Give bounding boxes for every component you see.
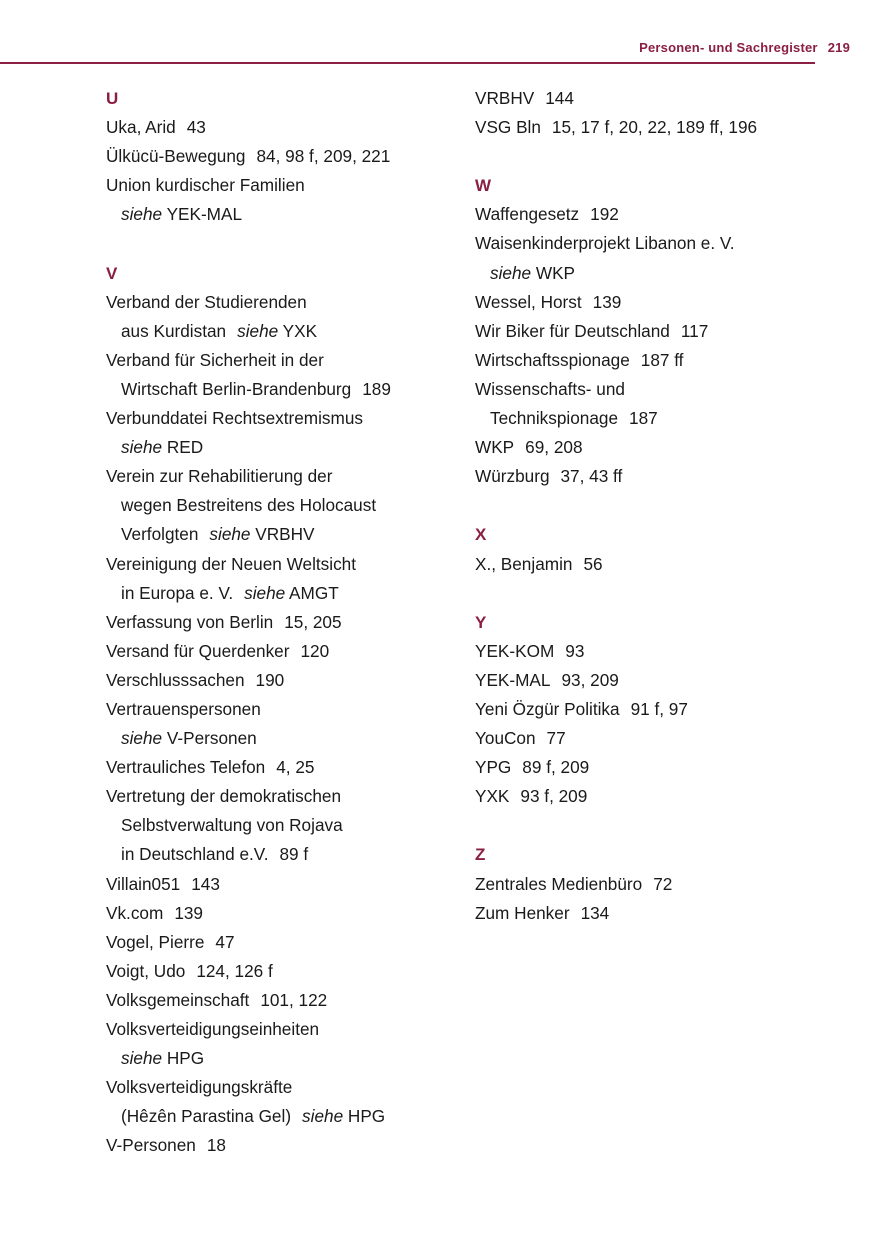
index-entry	[106, 928, 456, 957]
index-entry	[106, 870, 456, 899]
entry-term	[475, 899, 855, 928]
term-text: wegen Bestreitens des Holocaust	[121, 495, 377, 516]
term-text: Verband der Studierenden	[106, 291, 307, 312]
cross-reference	[121, 204, 242, 224]
entry-continuation	[106, 200, 456, 229]
page-refs: 47	[215, 931, 235, 952]
entry-term	[475, 753, 855, 782]
term-text: Vertrauenspersonen	[106, 698, 261, 719]
term-text: Union kurdischer Familien	[106, 175, 305, 196]
index-entry	[475, 200, 855, 229]
index-entry	[475, 753, 855, 782]
term-text: Vereinigung der Neuen Weltsicht	[106, 553, 357, 574]
index-entry	[106, 142, 456, 171]
entry-continuation	[106, 840, 456, 869]
page-refs: 187 ff	[640, 349, 684, 370]
entry-term	[106, 899, 456, 928]
group-spacer	[475, 811, 855, 840]
entry-continuation	[106, 433, 456, 462]
term-text: Verfassung von Berlin	[106, 611, 274, 632]
entry-continuation	[106, 1102, 456, 1131]
entry-term	[475, 870, 855, 899]
entry-continuation	[475, 404, 855, 433]
entry-term	[106, 928, 456, 957]
term-text: Waffengesetz	[475, 204, 580, 225]
term-text: Wir Biker für Deutschland	[475, 320, 670, 341]
entry-continuation	[106, 520, 456, 549]
index-entry	[106, 753, 456, 782]
term-text: Vertretung der demokratischen	[106, 786, 342, 807]
entry-continuation	[475, 259, 855, 288]
entry-continuation	[106, 1044, 456, 1073]
see-word: siehe	[121, 204, 163, 225]
page-refs: 15, 17 f, 20, 22, 189 ff, 196	[551, 117, 758, 138]
index-entry	[475, 288, 855, 317]
cross-reference	[209, 524, 314, 544]
section-letter: X	[475, 525, 487, 545]
see-word: siehe	[121, 728, 163, 749]
term-text: Technikspionage	[490, 408, 619, 429]
term-text: Waisenkinderprojekt Libanon e. V.	[475, 233, 735, 254]
page-refs: 77	[546, 728, 566, 749]
group-spacer	[475, 491, 855, 520]
term-text: in Deutschland e.V.	[121, 844, 269, 865]
entry-term	[106, 870, 456, 899]
entry-term	[106, 288, 456, 317]
page-refs: 37, 43 ff	[560, 466, 623, 487]
term-text: Volksverteidigungskräfte	[106, 1077, 293, 1098]
term-text: YEK-KOM	[475, 640, 555, 661]
term-text: Würzburg	[475, 466, 550, 487]
term-text: Yeni Özgür Politika	[475, 698, 620, 719]
entry-term	[106, 782, 456, 811]
term-text: YPG	[475, 757, 512, 778]
page-refs: 43	[186, 117, 206, 138]
index-entry	[475, 899, 855, 928]
index-entry	[106, 666, 456, 695]
entry-term	[106, 171, 456, 200]
term-text: in Europa e. V.	[121, 582, 234, 603]
page-refs: 190	[255, 669, 285, 690]
term-text: WKP	[475, 437, 515, 458]
page-refs: 89 f	[279, 844, 309, 865]
page-refs: 93	[565, 640, 585, 661]
section-letter: Y	[475, 612, 487, 632]
index-entry	[106, 608, 456, 637]
entry-continuation	[106, 811, 456, 840]
page-refs: 144	[545, 88, 574, 108]
index-entry	[106, 404, 456, 462]
term-text: YEK-MAL	[475, 669, 551, 690]
cross-reference	[490, 263, 575, 283]
term-text: Wirtschaftsspionage	[475, 349, 630, 370]
see-word: siehe	[237, 320, 279, 341]
page-refs: 101, 122	[260, 989, 328, 1010]
page-refs: 84, 98 f, 209, 221	[256, 146, 391, 167]
term-text: Wissenschafts- und	[475, 378, 625, 399]
see-word: siehe	[302, 1106, 344, 1127]
term-text: Verschlusssachen	[106, 669, 245, 690]
see-word: siehe	[244, 582, 286, 603]
index-entry	[106, 346, 456, 404]
term-text: Ülkücü-Bewegung	[106, 146, 246, 167]
entry-term	[106, 986, 456, 1015]
entry-term	[475, 782, 855, 811]
entry-term	[475, 695, 855, 724]
section-letter: V	[106, 263, 118, 283]
see-target: RED	[166, 437, 204, 458]
page-refs: 4, 25	[276, 757, 315, 778]
entry-term	[475, 724, 855, 753]
section-letter: Z	[475, 845, 486, 865]
term-text: Versand für Querdenker	[106, 640, 290, 661]
see-word: siehe	[121, 437, 163, 458]
entry-term	[106, 608, 456, 637]
index-entry	[475, 84, 855, 113]
page-refs: 15, 205	[284, 611, 342, 632]
index-entry	[475, 870, 855, 899]
page-refs: 120	[300, 640, 330, 661]
index-entry	[106, 695, 456, 753]
index-column-right	[475, 84, 855, 928]
term-text: Volksverteidigungseinheiten	[106, 1019, 320, 1039]
term-text: Selbstverwaltung von Rojava	[121, 815, 343, 836]
entry-term	[106, 113, 456, 142]
running-head	[639, 40, 850, 55]
index-column-left	[106, 84, 456, 1160]
index-entry	[106, 986, 456, 1015]
entry-continuation	[106, 317, 456, 346]
term-text: Wirtschaft Berlin-Brandenburg	[121, 378, 352, 399]
entry-term	[475, 375, 855, 404]
entry-term	[475, 346, 855, 375]
cross-reference	[121, 728, 257, 748]
see-target: YEK-MAL	[166, 204, 243, 225]
index-entry	[106, 1015, 456, 1073]
index-entry	[475, 782, 855, 811]
page-refs: 187	[629, 408, 658, 429]
index-entry	[475, 724, 855, 753]
term-text: Zum Henker	[475, 902, 570, 923]
section-title: Personen- und Sachregister	[639, 40, 818, 55]
see-target: V-Personen	[166, 728, 257, 749]
entry-term	[475, 666, 855, 695]
term-text: Wessel, Horst	[475, 291, 582, 312]
page-refs: 89 f, 209	[522, 757, 590, 778]
page-number: 219	[827, 40, 850, 55]
term-text: YouCon	[475, 728, 536, 749]
page-refs: 117	[680, 320, 709, 341]
page-refs: 72	[653, 873, 673, 894]
entry-term	[106, 666, 456, 695]
index-entry	[106, 782, 456, 869]
entry-term	[475, 317, 855, 346]
term-text: Uka, Arid	[106, 117, 176, 138]
section-letter: W	[475, 176, 492, 196]
entry-term	[475, 113, 855, 142]
see-word: siehe	[209, 524, 251, 545]
term-text: aus Kurdistan	[121, 320, 227, 341]
see-target: YXK	[282, 320, 318, 341]
entry-continuation	[106, 579, 456, 608]
entry-continuation	[106, 375, 456, 404]
entry-term	[475, 229, 855, 258]
entry-term	[106, 1073, 456, 1102]
cross-reference	[244, 583, 339, 603]
page-refs: 69, 208	[525, 437, 583, 458]
cross-reference	[237, 321, 317, 341]
see-target: HPG	[347, 1106, 386, 1127]
page-refs: 124, 126 f	[196, 960, 273, 981]
entry-term	[475, 550, 855, 579]
term-text: Vogel, Pierre	[106, 931, 205, 952]
index-entry	[475, 375, 855, 433]
term-text: Verband für Sicherheit in der	[106, 349, 324, 370]
group-spacer	[106, 229, 456, 258]
index-entry	[475, 113, 855, 142]
term-text: Verfolgten	[121, 524, 199, 545]
cross-reference	[121, 437, 203, 457]
index-entry	[106, 1131, 456, 1160]
see-target: HPG	[166, 1048, 205, 1069]
entry-term	[106, 1015, 456, 1044]
term-text: Villain051	[106, 873, 181, 894]
page-refs: 189	[362, 378, 391, 399]
see-word: siehe	[121, 1048, 163, 1069]
term-text: V-Personen	[106, 1135, 196, 1156]
index-entry	[475, 695, 855, 724]
page-refs: 93, 209	[561, 669, 619, 690]
page-refs: 134	[580, 902, 610, 923]
index-entry	[106, 1073, 456, 1131]
entry-term	[106, 1131, 456, 1160]
page-refs: 93 f, 209	[520, 786, 588, 807]
term-text: Voigt, Udo	[106, 960, 186, 981]
page-refs: 18	[206, 1135, 226, 1156]
term-text: VSG Bln	[475, 117, 541, 138]
page-refs: 143	[191, 873, 220, 894]
page-refs: 56	[583, 553, 603, 574]
index-entry	[106, 550, 456, 608]
index-entry	[106, 637, 456, 666]
index-entry	[106, 957, 456, 986]
term-text: (Hêzên Parastina Gel)	[121, 1106, 292, 1127]
page-refs: 91 f, 97	[630, 698, 688, 719]
index-entry	[106, 171, 456, 229]
see-target: WKP	[535, 262, 576, 283]
cross-reference	[302, 1106, 385, 1126]
page-refs: 139	[174, 902, 203, 923]
entry-term	[106, 404, 456, 433]
term-text: Zentrales Medienbüro	[475, 873, 643, 894]
entry-term	[106, 695, 456, 724]
index-entry	[475, 637, 855, 666]
entry-continuation	[106, 491, 456, 520]
term-text: Vertrauliches Telefon	[106, 757, 266, 778]
entry-term	[475, 84, 855, 113]
term-text: VRBHV	[475, 88, 535, 108]
group-spacer	[475, 142, 855, 171]
entry-term	[475, 200, 855, 229]
index-entry	[106, 113, 456, 142]
entry-term	[475, 637, 855, 666]
see-target: VRBHV	[255, 524, 315, 545]
entry-term	[475, 433, 855, 462]
term-text: Verbunddatei Rechtsextremismus	[106, 408, 363, 429]
index-entry	[475, 317, 855, 346]
index-entry	[106, 899, 456, 928]
term-text: X., Benjamin	[475, 553, 573, 574]
entry-term	[106, 753, 456, 782]
entry-term	[106, 957, 456, 986]
term-text: Volksgemeinschaft	[106, 989, 250, 1010]
term-text: Vk.com	[106, 902, 164, 923]
index-entry	[475, 666, 855, 695]
index-entry	[475, 550, 855, 579]
page-refs: 139	[592, 291, 622, 312]
page-refs: 192	[590, 204, 619, 225]
entry-term	[106, 637, 456, 666]
index-entry	[106, 288, 456, 346]
entry-continuation	[106, 724, 456, 753]
entry-term	[106, 550, 456, 579]
entry-term	[106, 142, 456, 171]
section-letter: U	[106, 89, 119, 108]
entry-term	[475, 462, 855, 491]
see-target: AMGT	[289, 582, 339, 603]
see-word: siehe	[490, 262, 532, 283]
term-text: YXK	[475, 786, 510, 807]
index-entry	[106, 462, 456, 549]
index-entry	[475, 462, 855, 491]
entry-term	[106, 346, 456, 375]
entry-term	[475, 288, 855, 317]
entry-term	[106, 462, 456, 491]
header-rule	[0, 62, 815, 64]
term-text: Verein zur Rehabilitierung der	[106, 466, 333, 487]
index-entry	[475, 229, 855, 287]
index-entry	[475, 433, 855, 462]
cross-reference	[121, 1048, 204, 1068]
index-entry	[475, 346, 855, 375]
group-spacer	[475, 579, 855, 608]
